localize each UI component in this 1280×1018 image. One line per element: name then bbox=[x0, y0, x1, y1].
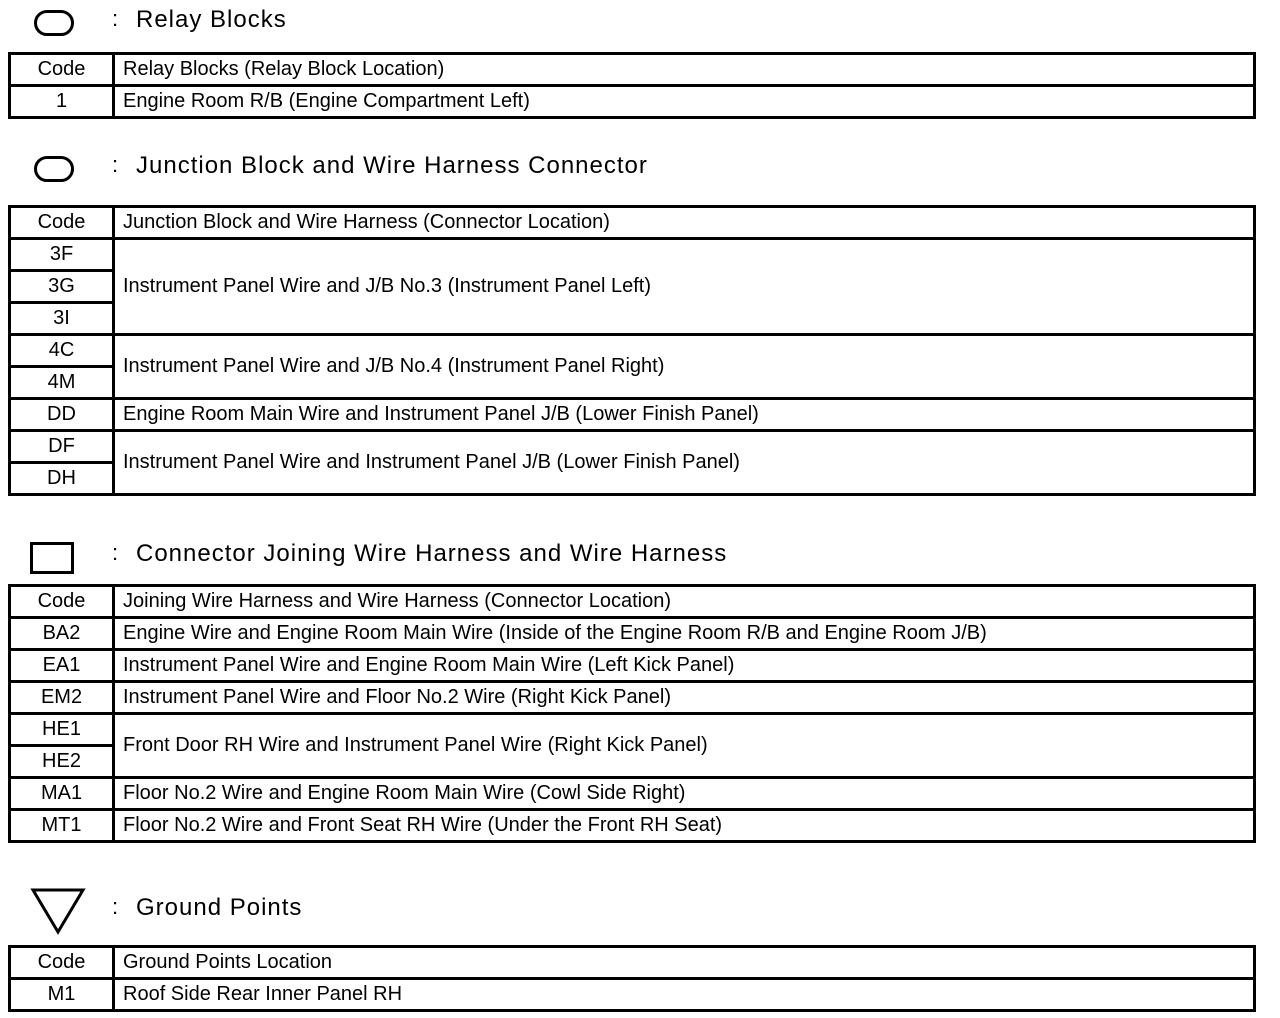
code-cell: HE2 bbox=[10, 746, 114, 778]
description-header: Junction Block and Wire Harness (Connector Location) bbox=[114, 207, 1255, 239]
ground-triangle-icon bbox=[30, 886, 86, 936]
code-cell: 3G bbox=[10, 271, 114, 303]
table-header-row bbox=[10, 947, 1255, 979]
description-header: Joining Wire Harness and Wire Harness (Connector Location) bbox=[114, 586, 1255, 618]
code-cell: M1 bbox=[10, 979, 114, 1011]
table-row bbox=[10, 979, 1255, 1011]
ground-points-title: Ground Points bbox=[136, 894, 303, 921]
rectangle-icon bbox=[30, 542, 74, 574]
joining-colon: : bbox=[112, 540, 119, 565]
code-cell: 3F bbox=[10, 239, 114, 271]
table-row bbox=[10, 714, 1255, 746]
junction-colon: : bbox=[112, 152, 119, 177]
description-cell: Instrument Panel Wire and J/B No.3 (Instrument Panel Left) bbox=[114, 239, 1255, 335]
description-cell: Floor No.2 Wire and Engine Room Main Wire (Cowl Side Right) bbox=[114, 778, 1255, 810]
code-cell: 4M bbox=[10, 367, 114, 399]
relay-colon: : bbox=[112, 6, 119, 31]
table-header-row bbox=[10, 586, 1255, 618]
code-cell: DF bbox=[10, 431, 114, 463]
junction-block-table bbox=[8, 205, 1256, 496]
connector-joining-table bbox=[8, 584, 1256, 843]
description-cell: Roof Side Rear Inner Panel RH bbox=[114, 979, 1255, 1011]
ground-points-table bbox=[8, 945, 1256, 1012]
code-cell: BA2 bbox=[10, 618, 114, 650]
description-cell: Instrument Panel Wire and Floor No.2 Wire (Right Kick Panel) bbox=[114, 682, 1255, 714]
description-cell: Floor No.2 Wire and Front Seat RH Wire (Under the Front RH Seat) bbox=[114, 810, 1255, 842]
code-cell: 4C bbox=[10, 335, 114, 367]
table-row bbox=[10, 335, 1255, 367]
description-header: Ground Points Location bbox=[114, 947, 1255, 979]
table-row bbox=[10, 618, 1255, 650]
code-header: Code bbox=[10, 207, 114, 239]
description-cell: Engine Room Main Wire and Instrument Panel J/B (Lower Finish Panel) bbox=[114, 399, 1255, 431]
table-row bbox=[10, 399, 1255, 431]
description-cell: Engine Wire and Engine Room Main Wire (Inside of the Engine Room R/B and Engine Room J/B) bbox=[114, 618, 1255, 650]
code-cell: EM2 bbox=[10, 682, 114, 714]
table-header-row bbox=[10, 54, 1255, 86]
code-cell: MA1 bbox=[10, 778, 114, 810]
code-header: Code bbox=[10, 947, 114, 979]
table-header-row bbox=[10, 207, 1255, 239]
code-cell: 3I bbox=[10, 303, 114, 335]
description-cell: Instrument Panel Wire and J/B No.4 (Instrument Panel Right) bbox=[114, 335, 1255, 399]
ground-points-header bbox=[0, 886, 1270, 926]
table-row bbox=[10, 239, 1255, 271]
description-cell: Instrument Panel Wire and Engine Room Main Wire (Left Kick Panel) bbox=[114, 650, 1255, 682]
code-cell: DD bbox=[10, 399, 114, 431]
code-cell: MT1 bbox=[10, 810, 114, 842]
table-row bbox=[10, 431, 1255, 463]
code-header: Code bbox=[10, 586, 114, 618]
relay-blocks-table bbox=[8, 52, 1256, 119]
relay-blocks-header bbox=[0, 2, 1270, 42]
description-cell: Front Door RH Wire and Instrument Panel Wire (Right Kick Panel) bbox=[114, 714, 1255, 778]
table-row bbox=[10, 778, 1255, 810]
description-cell: Engine Room R/B (Engine Compartment Left) bbox=[114, 86, 1255, 118]
rounded-rectangle-icon bbox=[34, 10, 74, 36]
code-cell: HE1 bbox=[10, 714, 114, 746]
relay-blocks-title: Relay Blocks bbox=[136, 6, 287, 33]
table-row bbox=[10, 682, 1255, 714]
code-cell: DH bbox=[10, 463, 114, 495]
rounded-rectangle-icon bbox=[34, 156, 74, 182]
description-cell: Instrument Panel Wire and Instrument Panel J/B (Lower Finish Panel) bbox=[114, 431, 1255, 495]
junction-block-title: Junction Block and Wire Harness Connector bbox=[136, 152, 648, 179]
code-cell: 1 bbox=[10, 86, 114, 118]
code-cell: EA1 bbox=[10, 650, 114, 682]
connector-joining-header bbox=[0, 536, 1270, 576]
connector-joining-title: Connector Joining Wire Harness and Wire Harness bbox=[136, 540, 728, 567]
code-header: Code bbox=[10, 54, 114, 86]
description-header: Relay Blocks (Relay Block Location) bbox=[114, 54, 1255, 86]
table-row bbox=[10, 86, 1255, 118]
ground-colon: : bbox=[112, 894, 119, 919]
table-row bbox=[10, 810, 1255, 842]
junction-block-header bbox=[0, 150, 1270, 190]
table-row bbox=[10, 650, 1255, 682]
